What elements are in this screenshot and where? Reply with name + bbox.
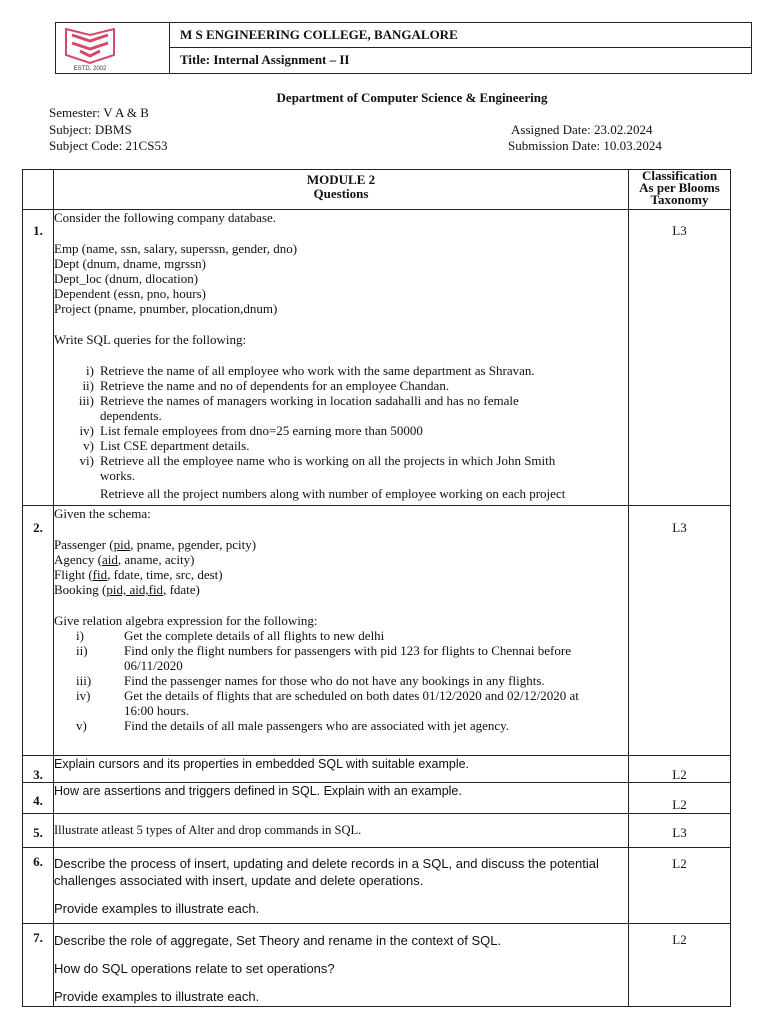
taxonomy-heading: Taxonomy [650,192,709,207]
list-item: Retrieve all the project numbers along with number of employee working on each project [100,486,566,501]
logo-text: ESTD. 2002 [73,66,107,71]
questions-heading: Questions [313,186,369,201]
question-number: 1. [23,210,54,505]
assignment-title: Title: Internal Assignment – II [180,52,350,67]
question-intro: Given the schema: [54,506,151,521]
question-text: How do SQL operations relate to set operations? [54,961,335,976]
table-row [23,924,730,1006]
question-number: 3. [23,756,54,782]
list-item: i) Retrieve the name of all employee who work with the same department as Shravan. [86,363,535,378]
subject: Subject: DBMS [49,122,132,137]
assigned-date: Assigned Date: 23.02.2024 [511,122,653,137]
list-item: 16:00 hours. [124,703,189,718]
classification-heading: Classification [641,168,718,183]
question-text: Provide examples to illustrate each. [54,989,260,1004]
module-heading: MODULE 2 [306,172,376,187]
college-logo-cell [56,23,170,73]
list-item: vi) Retrieve all the employee name who is working on all the projects in which John Smith [79,453,556,468]
list-item: v) Find the details of all male passengers who are associated with jet agency. [76,718,510,733]
list-item: 06/11/2020 [124,658,183,673]
schema-line: Agency (aid, aname, acity) [54,552,195,567]
question-intro: Consider the following company database. [54,210,277,225]
schema-line: Dept_loc (dnum, dlocation) [54,271,199,286]
question-number: 6. [23,848,54,923]
table-row [23,506,730,756]
college-logo [60,25,120,71]
list-item: ii) Retrieve the name and no of dependents for an employee Chandan. [82,378,450,393]
question-text: How are assertions and triggers defined in SQL. Explain with an example. [54,784,462,798]
department-heading: Department of Computer Science & Engineering [276,90,548,105]
subject-code: Subject Code: 21CS53 [49,138,168,153]
question-number: 2. [23,506,54,755]
schema-line: Booking (pid, aid,fid, fdate) [54,582,200,597]
header-box [55,22,752,74]
list-item: dependents. [100,408,162,423]
questions-table [22,169,731,1007]
question-task: Write SQL queries for the following: [54,332,247,347]
schema-line: Dept (dnum, dname, mgrssn) [54,256,207,271]
bloom-level: L3 [628,506,730,755]
submission-date: Submission Date: 10.03.2024 [508,138,662,153]
question-number: 5. [23,814,54,847]
table-row [23,783,730,814]
list-item: works. [100,468,136,483]
bloom-level: L3 [628,210,730,505]
schema-line: Flight (fid, fdate, time, src, dest) [54,567,223,582]
list-item: iv) List female employees from dno=25 earning more than 50000 [79,423,423,438]
list-item: iv) Get the details of flights that are scheduled on both dates 01/12/2020 and 02/12/2020 at [76,688,579,703]
question-text: Explain cursors and its properties in embedded SQL with suitable example. [54,757,470,771]
list-item: iii) Find the passenger names for those who do not have any bookings in any flights. [76,673,545,688]
question-task: Give relation algebra expression for the following: [54,613,318,628]
question-text: Provide examples to illustrate each. [54,901,260,916]
list-item: i) Get the complete details of all flights to new delhi [76,628,385,643]
college-name: M S ENGINEERING COLLEGE, BANGALORE [170,23,751,48]
list-item: ii) Find only the flight numbers for passengers with pid 123 for flights to Chennai before [76,643,571,658]
question-text: Describe the role of aggregate, Set Theory and rename in the context of SQL. [54,933,502,948]
schema-line: Passenger (pid, pname, pgender, pcity) [54,537,257,552]
bloom-level: L2 [628,783,730,813]
question-text: challenges associated with insert, update and delete operations. [54,873,424,888]
table-row [23,210,730,506]
list-item: v) List CSE department details. [83,438,250,453]
question-text: Illustrate atleast 5 types of Alter and drop commands in SQL. [54,823,362,837]
table-row [23,814,730,848]
bloom-level: L2 [628,924,730,1006]
bloom-level: L2 [628,848,730,923]
schema-line: Dependent (essn, pno, hours) [54,286,206,301]
bloom-level: L3 [628,814,730,847]
semester: Semester: V A & B [49,105,149,120]
schema-line: Project (pname, pnumber, plocation,dnum) [54,301,278,316]
table-row [23,848,730,924]
table-row [23,756,730,783]
list-item: iii) Retrieve the names of managers working in location sadahalli and has no female [78,393,519,408]
question-number: 4. [23,783,54,813]
table-header-row [23,170,730,210]
schema-line: Emp (name, ssn, salary, superssn, gender, dno) [54,241,298,256]
question-number: 7. [23,924,54,1006]
blooms-heading: As per Blooms [639,180,720,195]
question-text: Describe the process of insert, updating and delete records in a SQL, and discuss the potential [54,856,599,871]
bloom-level: L2 [628,756,730,782]
